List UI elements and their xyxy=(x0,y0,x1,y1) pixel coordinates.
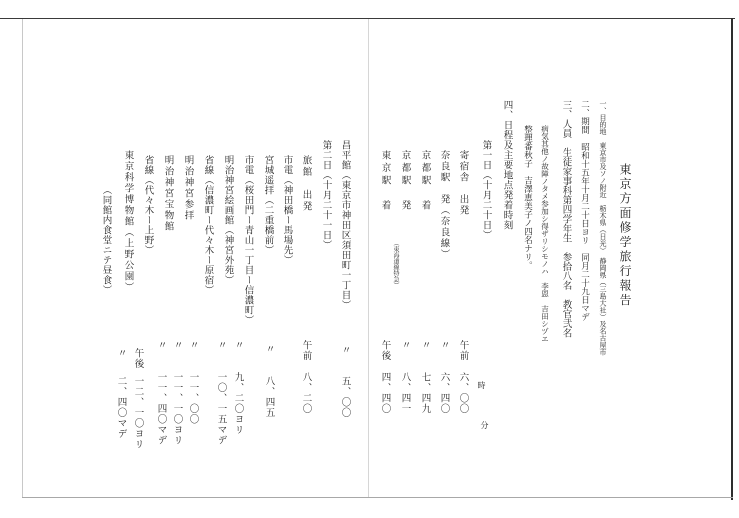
page-edge-bottom xyxy=(22,497,733,498)
time-from: 一二、一〇ヨリ xyxy=(132,376,144,450)
intro-period: 二、期間 昭和十五年十月二十日ヨリ 同月二十九日マデ xyxy=(579,100,590,321)
page-fold-line xyxy=(368,19,369,497)
schedule-place: 明治神宮宝物館 xyxy=(162,155,174,232)
intro-absentees: 病気其他ノ故障ノタメ参加シ得ザリシモノハ 李恩 吉田シヅエ xyxy=(540,125,550,343)
intro-schedule-heading: 四、日程及主要地点発着時刻 xyxy=(501,100,513,230)
schedule-place: 旅館 出発 xyxy=(300,155,312,213)
page-edge-left xyxy=(22,19,23,497)
schedule-place: 奈良駅 発（奈良線） xyxy=(438,150,450,260)
intro-destination: 一、目的地 東京市及ソノ附近 栃木県（日光） 静岡県（三島大社）及名古屋市 xyxy=(599,100,607,356)
time-value: 五、〇〇 xyxy=(339,376,351,418)
schedule-place: 東京科学博物館（上野公園） xyxy=(122,150,134,293)
time-prefix: 午前 xyxy=(300,340,312,361)
day1-heading: 第一日（十月二十日） xyxy=(480,140,492,240)
schedule-place: 明治神宮参拝 xyxy=(182,155,194,221)
time-prefix: 〃 xyxy=(438,340,450,351)
time-value: 六、四〇 xyxy=(438,372,450,414)
time-prefix: 〃 xyxy=(339,345,351,356)
time-from-prefix: 〃 xyxy=(232,340,244,351)
intro-members: 三、人員 生徒家事科第四学年生 参拾八名 教官弐名 xyxy=(560,100,572,338)
time-value: 八、二〇 xyxy=(300,372,312,414)
page-edge-right xyxy=(731,18,733,500)
time-prefix: 午後 xyxy=(379,340,391,361)
time-value: 七、四九 xyxy=(419,372,431,414)
time-prefix: 〃 xyxy=(263,344,275,355)
time-to: 二、四〇マデ xyxy=(115,376,127,439)
time-value: 一一、〇〇 xyxy=(187,372,199,425)
schedule-place: 京都駅 発 xyxy=(399,150,411,213)
time-value: 八、四五 xyxy=(263,376,275,418)
time-from-prefix: 午後 xyxy=(132,348,144,369)
time-header-minute: 分 xyxy=(480,421,489,430)
time-header-hour: 時 xyxy=(477,381,486,390)
time-prefix: 午前 xyxy=(457,340,469,361)
time-to-prefix: 〃 xyxy=(215,340,227,351)
time-from-prefix: 〃 xyxy=(171,340,183,351)
schedule-place: 市電（桜田門ー青山一丁目ー信濃町） xyxy=(242,155,254,325)
time-prefix: 〃 xyxy=(419,340,431,351)
time-value: 八、四一 xyxy=(399,372,411,414)
time-to-prefix: 〃 xyxy=(155,340,167,351)
schedule-place: 京都駅 着 xyxy=(419,150,431,213)
schedule-place: 省線（代々木ー上野） xyxy=(142,155,154,255)
time-to: 一一、四〇マデ xyxy=(155,372,167,446)
schedule-place: 明治神宮絵画館（神宮外苑） xyxy=(222,155,234,285)
report-title: 東京方面修学旅行報告 xyxy=(618,163,632,308)
time-to: 一〇、一五マデ xyxy=(215,372,227,446)
schedule-place: 東京駅 着 xyxy=(379,150,391,213)
schedule-place: 宮城遥拝（二重橋前） xyxy=(262,155,274,255)
intro-absentees-cont: 整理番秋子 吉澤恵美子ノ四名ナリ。 xyxy=(522,125,533,270)
time-from: 一一、一〇ヨリ xyxy=(171,372,183,446)
time-value: 四、四〇 xyxy=(379,372,391,414)
schedule-note-lunch: （同館内食堂ニテ昼食） xyxy=(100,185,112,295)
hotel-place: 昌平館（東京市神田区須田町一丁目） xyxy=(339,140,351,310)
schedule-place: 寄宿舎 出発 xyxy=(457,150,469,216)
time-from: 九、二〇ヨリ xyxy=(232,372,244,435)
time-prefix: 〃 xyxy=(399,340,411,351)
schedule-place: 市電（神田橋ー馬場先） xyxy=(281,155,293,265)
time-to-prefix: 〃 xyxy=(115,348,127,359)
day2-heading: 第二日（十月二十一日） xyxy=(320,140,332,250)
time-prefix: 〃 xyxy=(187,340,199,351)
schedule-note: （東海道線特急） xyxy=(392,240,399,288)
schedule-place: 省線（信濃町ー代々木ー原宿） xyxy=(202,155,214,295)
time-value: 六、〇〇 xyxy=(457,372,469,414)
